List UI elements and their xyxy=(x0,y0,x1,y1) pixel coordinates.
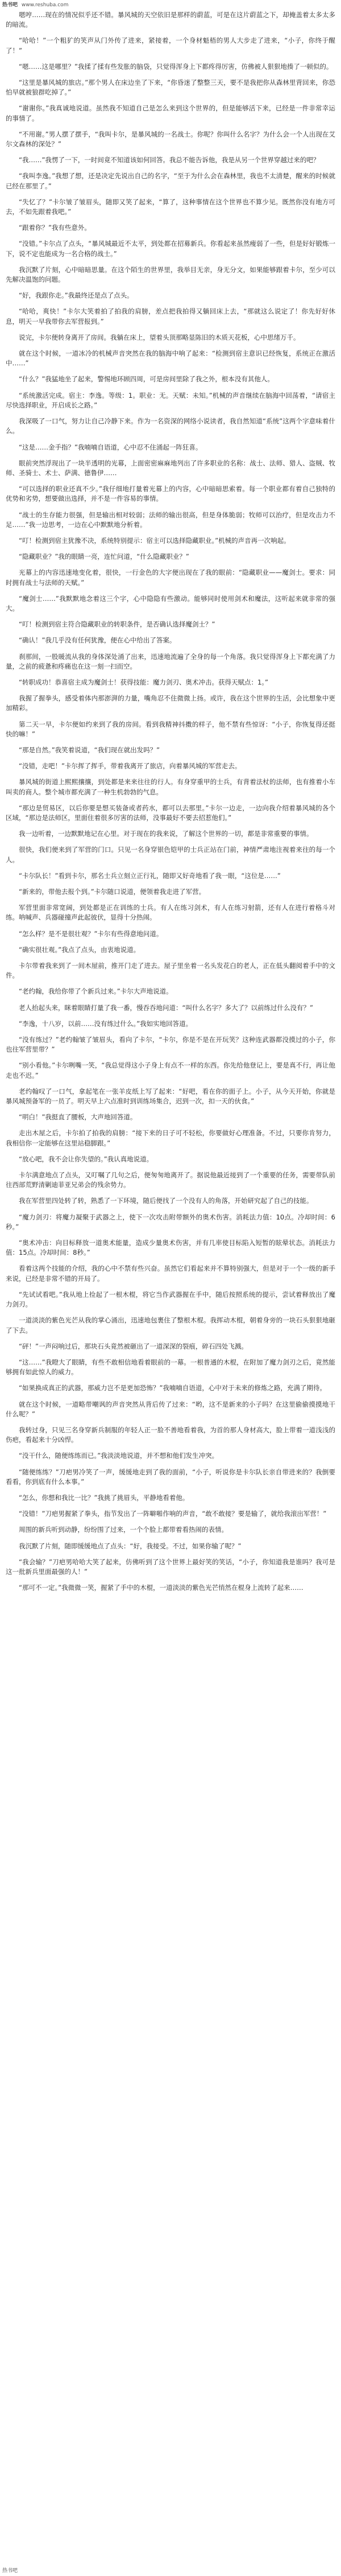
paragraph: “谢谢你。”我真诚地说道。虽然我不知道自己是怎么来到这个世界的，但是能够活下来，已经是一件非常幸运的事情了。 xyxy=(6,104,335,122)
paragraph: “叮！检测到宿主犹豫不决，系统特别提示：宿主可以选择隐藏职业。”机械的声音再一次响起。 xyxy=(19,536,290,545)
paragraph: “卡尔队长！”看到卡尔，那名士兵立刻立正行礼，随即又好奇地看了我一眼，“这位是……” xyxy=(19,871,281,880)
paragraph: “好，我跟你走。”我最终还是点了点头。 xyxy=(19,291,134,300)
paragraph: “嗯……这是哪里？”我揉了揉有些发胀的脑袋，只觉得浑身上下都疼得厉害，仿佛被人狠狠地揍了一顿似的。 xyxy=(19,62,333,71)
paragraph: “那边是贸易区，以后你要是想买装备或者药水，都可以去那里。”卡尔一边走，一边向我介绍着暴风城的各个区域，“那边是法师区，里面住着很多厉害的法师，没事最好不要去招惹他们。” xyxy=(6,803,335,822)
paragraph: “没错。”卡尔点了点头，“暴风城最近不太平，到处都在招募新兵。你看起来虽然瘦弱了一些，但是好好锻炼一下，说不定也能成为一名合格的战士。” xyxy=(6,240,335,258)
paragraph: “隐藏职业？”我的眼睛一亮，连忙问道，“什么隐藏职业？” xyxy=(19,553,189,561)
paragraph: 就在这个时候，一道略带嘲讽的声音突然从背后传了过来：“哟，这不是新来的小子吗？在这里偷偷摸摸地干什么呢？” xyxy=(6,1400,335,1418)
paragraph: 卡尔带着我来到了一间木屋前，推开门走了进去。屋子里坐着一名头发花白的老人，正在低头翻阅着手中的文件。 xyxy=(6,962,335,980)
paragraph: “李逸，十八岁，以前……没有练过什么。”我如实地回答道。 xyxy=(19,1019,193,1028)
paragraph: 一道淡淡的紫色光芒从我的掌心涌出，迅速地包裹住了整根木棍。我挥动木棍，朝着身旁的一块石头狠狠地砸了下去。 xyxy=(6,1316,335,1334)
paragraph: “没干什么，随便练练而已。”我淡淡地说道，并不想和他们发生冲突。 xyxy=(19,1452,219,1460)
footer-brand: 热书吧 xyxy=(2,2568,18,2574)
paragraph: “不用谢。”男人摆了摆手，“我叫卡尔，是暴风城的一名战士。你呢？你叫什么名字？为什么会一个人出现在艾尔文森林的深处？” xyxy=(6,130,335,149)
paragraph: “跟着你？”我有些意外。 xyxy=(19,224,91,232)
paragraph: “别小看他。”卡尔咧嘴一笑，“我总觉得这小子身上有点不一样的东西。你先给他登记上，要是真不行，再让他走也不迟。” xyxy=(6,1061,335,1079)
paragraph: “魔力剑刃：将魔力凝聚于武器之上，使下一次攻击附带额外的奥术伤害。消耗法力值：10点。冷却时间：6秒。” xyxy=(6,1213,335,1231)
paragraph: “随便练练？”刀疤男冷笑了一声，缓缓地走到了我的面前，“小子，听说你是卡尔队长亲自带进来的？我倒要看看，你到底有什么本事。” xyxy=(6,1468,335,1486)
paragraph: “明白！”我挺直了腰板，大声地回答道。 xyxy=(19,1113,137,1122)
paragraph: “砰！”一声闷响过后，那块石头竟然被砸出了一道深深的裂痕，碎石四处飞溅。 xyxy=(19,1342,248,1350)
paragraph: “没错！”刀疤男握紧了拳头，指节发出了一阵噼啪作响的声音，“敢不敢接？要是输了，就给我滚出军营！” xyxy=(19,1510,327,1518)
paragraph: “没有练过？”老约翰皱了皱眉头，看向了卡尔，“卡尔，你是不是在开玩笑？这种连武器都没摸过的小子，你也往军营里带？” xyxy=(6,1036,335,1054)
paragraph: 老人抬起头来，眯着眼睛打量了我一番，慢吞吞地问道：“叫什么名字？多大了？以前练过什么没有？” xyxy=(19,1003,313,1012)
paragraph: 军营里面非常宽阔，到处都是正在训练的士兵。有人在练习剑术，有人在练习射箭，还有人在进行着格斗对练。呐喊声、兵器碰撞声此起彼伏，显得十分热闹。 xyxy=(6,904,335,922)
paragraph: “这里是暴风城的旅店。”那个男人在床边坐了下来，“你昏迷了整整三天，要不是我把你从森林里背回来，你恐怕早就被狼群吃掉了。” xyxy=(6,79,335,97)
paragraph: “老约翰，我给你带了个新兵过来。”卡尔大声地说道。 xyxy=(19,987,173,996)
paragraph: 卡尔满意地点了点头，又叮嘱了几句之后，便匆匆地离开了。据说他最近接到了一个重要的任务，需要带队前往西部荒野清剿迪菲亚兄弟会的残余势力。 xyxy=(6,1171,335,1189)
paragraph: 我一边听着，一边默默地记在心里。对于现在的我来说，了解这个世界的一切，都是非常重要的事情。 xyxy=(19,830,313,838)
site-footer xyxy=(2,2567,339,2574)
paragraph: 我在军营里四处转了转，熟悉了一下环境，随后便找了一个没有人的角落，开始研究起了自己的技能。 xyxy=(19,1197,313,1205)
site-brand: 热书吧 xyxy=(2,2,18,8)
paragraph: 看着这两个技能的介绍，我的心中不禁有些兴奋。虽然它们看起来并不算特别强大，但是对于一个一级的新手来说，已经是非常不错的开局了。 xyxy=(6,1264,335,1283)
paragraph: “转职成功！恭喜宿主成为魔剑士！获得技能：魔力剑刃、奥术冲击。获得天赋点：1。” xyxy=(19,678,268,686)
paragraph: 我深吸了一口气，努力让自己冷静下来。作为一名资深的网络小说读者，我自然知道“系统”这两个字意味着什么。 xyxy=(6,417,335,435)
paragraph: “确认！”我几乎没有任何犹豫，便在心中给出了答案。 xyxy=(19,636,176,645)
paragraph: 我转过身，只见三名身穿新兵制服的年轻人正一脸不善地看着我，为首的那人身材高大，脸上带着一道浅浅的伤疤，看起来十分凶悍。 xyxy=(6,1425,335,1444)
paragraph: “哈哈，爽快！”卡尔大笑着拍了拍我的肩膀，差点把我拍得又躺回床上去，“那就这么说定了！你先好好休息，明天一早我带你去军营报到。” xyxy=(6,307,335,325)
paragraph: 我沉默了片刻，心中暗暗思量。在这个陌生的世界里，我举目无亲，身无分文，如果能够跟着卡尔，至少可以先解决温饱的问题。 xyxy=(6,265,335,284)
paragraph: 嗯哼……现在的情况似乎还不错。暴风城的天空依旧是那样的蔚蓝，可是在这片蔚蓝之下，却掩盖着太多太多的暗流。 xyxy=(6,11,335,29)
paragraph: “新来的，带他去报个到。”卡尔随口说道，便领着我走进了军营。 xyxy=(19,888,206,896)
paragraph: “哈哈！”一个粗犷的笑声从门外传了进来，紧接着，一个身材魁梧的男人大步走了进来，“小子，你终于醒了！” xyxy=(6,36,335,55)
paragraph: “怎么样？是不是很壮观？”卡尔有些得意地问道。 xyxy=(19,929,163,938)
paragraph: “可以选择的职业还真不少。”我仔细地打量着光幕上的内容，心中暗暗思索着。每一个职业都有着自己独特的优势和劣势，想要做出选择，并不是一件容易的事情。 xyxy=(6,485,335,503)
paragraph: 我沉默了片刻，随即缓缓地点了点头：“好，我接受。不过，如果你输了呢？” xyxy=(19,1542,242,1550)
paragraph: 暴风城的街道上熙熙攘攘，到处都是来来往往的行人。有身穿重甲的士兵，有背着法杖的法师，也有推着小车叫卖的商人。整个城市都充满了一种生机勃勃的气息。 xyxy=(6,778,335,796)
paragraph: “确实很壮观。”我点了点头，由衷地说道。 xyxy=(19,945,140,954)
paragraph: 第二天一早，卡尔便如约来到了我的房间。看到我精神抖擞的样子，他不禁有些惊讶：“小子，你恢复得还挺快的嘛！” xyxy=(6,720,335,738)
paragraph: 周围的新兵听到动静，纷纷围了过来，一个个脸上都带着看热闹的表情。 xyxy=(19,1526,228,1534)
site-header xyxy=(2,2,339,9)
paragraph: 老约翰叹了一口气，拿起笔在一张羊皮纸上写了起来：“好吧，看在你的面子上。小子，从今天开始，你就是暴风城预备军的一员了。明天早上六点准时到训练场集合，迟到一次，扣一天的伙食。” xyxy=(6,1087,335,1106)
paragraph: “那是自然。”我笑着说道，“我们现在就出发吗？” xyxy=(19,745,160,754)
paragraph: “叮！检测到宿主符合隐藏职业的转职条件，是否确认选择魔剑士？” xyxy=(19,620,215,629)
paragraph: “我……”我愣了一下，一时间竟不知道该如何回答。我总不能告诉他，我是从另一个世界穿越过来的吧？ xyxy=(19,156,320,164)
chapter-body xyxy=(6,10,335,2566)
site-url[interactable]: www.reshuba.com xyxy=(21,2,69,8)
paragraph: “如果换成真正的武器，那威力岂不是更加恐怖？”我喃喃自语道，心中对于未来的修炼之路，充满了期待。 xyxy=(19,1384,326,1392)
paragraph: “系统激活完成。宿主：李逸。等级：1。职业：无。天赋：未知。”机械的声音继续在脑海中回荡着，“请宿主尽快选择职业，开启成长之路。” xyxy=(6,391,335,409)
paragraph: “这是……金手指？”我喃喃自语道，心中忍不住涌起一阵狂喜。 xyxy=(19,443,202,451)
paragraph: “奥术冲击：向目标释放一道奥术能量，造成少量奥术伤害，并有几率使目标陷入短暂的眩晕状态。消耗法力值：15点。冷却时间：8秒。” xyxy=(6,1239,335,1257)
paragraph: 就在这个时候，一道冰冷的机械声音突然在我的脑海中响了起来：“检测到宿主意识已经恢复，系统正在激活中……” xyxy=(6,349,335,368)
paragraph: 我握了握拳头，感受着体内那澎湃的力量，嘴角忍不住微微上扬。或许，我在这个世界的生活，会比想象中更加精彩。 xyxy=(6,694,335,712)
paragraph: “这……”我瞪大了眼睛，有些不敢相信地看着眼前的一幕。一根普通的木棍，在附加了魔力剑刃之后，竟然能够拥有如此惊人的威力。 xyxy=(6,1358,335,1376)
paragraph: 很快，我们便来到了军营的门口。只见一名身穿银色铠甲的士兵正站在门前，神情严肃地注视着来往的每一个人。 xyxy=(6,846,335,864)
paragraph: “没错，走吧！”卡尔挥了挥手，带着我离开了旅店，向着暴风城的军营走去。 xyxy=(19,762,242,770)
paragraph: “魔剑士……”我默默地念着这三个字，心中隐隐有些激动。能够同时使用剑术和魔法，这听起来就非常的强大。 xyxy=(6,594,335,612)
paragraph: “我叫李逸。”我想了想，还是决定先说出自己的名字，“至于为什么会在森林里，我也不太清楚，醒来的时候就已经在那里了。” xyxy=(6,172,335,190)
paragraph: “那可不一定。”我微微一笑，握紧了手中的木棍，一道淡淡的紫色光芒悄然在棍身上流转了起来…… xyxy=(19,1584,303,1592)
paragraph: 说完，卡尔便转身离开了房间。我躺在床上，望着头顶那略显陈旧的木质天花板，心中思绪万千。 xyxy=(19,333,300,341)
paragraph: “先试试看吧。”我从地上捡起了一根木棍，将它当作武器握在手中，随后按照系统的提示，尝试着释放出了魔力剑刃。 xyxy=(6,1290,335,1309)
paragraph: “放心吧，我不会让你失望的。”我认真地说道。 xyxy=(19,1155,153,1163)
paragraph: “战士的生存能力很强，但是输出相对较弱；法师的输出很高，但是身体脆弱；牧师可以治疗，但是攻击力不足……”我一边思考，一边在心中默默地分析着。 xyxy=(6,510,335,529)
paragraph: 刹那间，一股暖流从我的身体深处涌了出来，迅速地流遍了全身的每一个角落。我只觉得浑身上下都充满了力量，之前的疲惫和疼痛也在这一刻一扫而空。 xyxy=(6,652,335,670)
paragraph: “什么？”我猛地坐了起来，警惕地环顾四周，可是房间里除了我之外，根本没有其他人。 xyxy=(19,375,274,384)
paragraph: “怎么，你想和我比一比？”我挑了挑眉头，平静地看着他。 xyxy=(19,1493,189,1502)
paragraph: 光幕上的内容迅速地变化着，很快，一行金色的大字便出现在了我的眼前：“隐藏职业——魔剑士。要求：同时拥有战士与法师的天赋。” xyxy=(6,568,335,587)
paragraph: “我会输？”刀疤男哈哈大笑了起来，仿佛听到了这个世界上最好笑的笑话，“小子，你知道我是谁吗？我可是这一批新兵里面最强的人！” xyxy=(6,1557,335,1576)
paragraph: 走出木屋之后，卡尔拍了拍我的肩膀：“接下来的日子可不轻松，你要做好心理准备。不过，只要你肯努力，我相信你一定能够在这里站稳脚跟。” xyxy=(6,1129,335,1147)
paragraph: 眼前突然浮现出了一块半透明的光幕，上面密密麻麻地列出了许多职业的名称：战士、法师、猎人、盗贼、牧师、圣骑士、术士、萨满、德鲁伊…… xyxy=(6,459,335,477)
paragraph: “失忆了？”卡尔皱了皱眉头，随即又笑了起来，“算了，这种事情在这个世界也不算少见。既然你没有地方可去，不如先跟着我吧。” xyxy=(6,197,335,216)
